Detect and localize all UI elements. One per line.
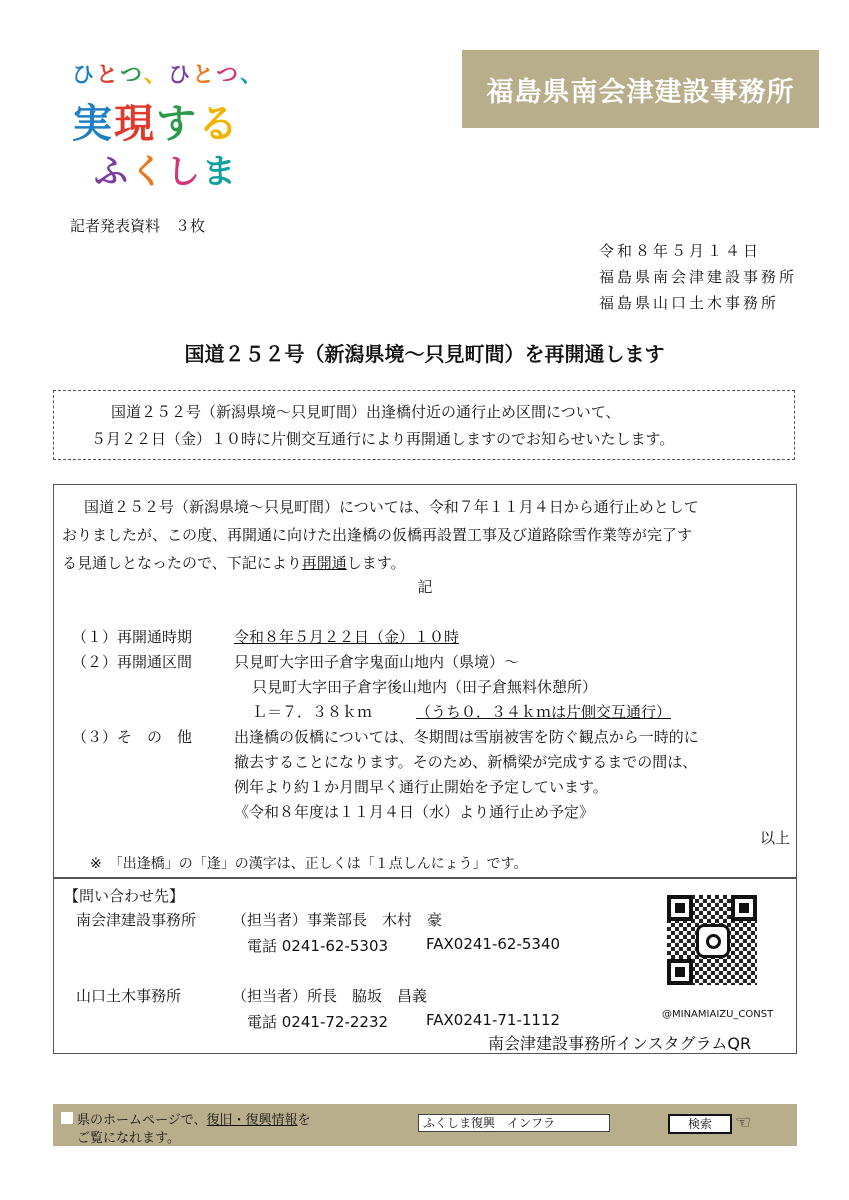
item-label: （２）再開通区間 xyxy=(72,653,193,671)
summary-box xyxy=(53,390,795,460)
item-label-spacer xyxy=(72,700,234,725)
logo-glyph: ひ xyxy=(72,63,95,88)
item-value: 出逢橋の仮橋については、冬期間は雪崩被害を防ぐ観点から一時的に xyxy=(234,728,699,746)
office-1-person: （担当者）事業部長 木村 豪 xyxy=(232,911,443,929)
item-reopen-section-cont xyxy=(72,675,699,700)
logo-line-2 xyxy=(72,100,272,148)
recovery-info-link[interactable]: 復旧・復興情報 xyxy=(206,1113,298,1128)
item-value: 只見町大字田子倉字鬼面山地内（県境）～ xyxy=(234,653,520,671)
item-other xyxy=(72,725,699,750)
office-1-fax: FAX0241-62-5340 xyxy=(426,935,561,953)
office-header xyxy=(462,50,819,128)
logo-glyph: ふ xyxy=(94,152,128,192)
intro-text xyxy=(62,493,790,577)
length-value: Ｌ＝７．３８ｋｍ xyxy=(252,703,373,721)
summary-line-2: ５月２２日（金）１０時に片側交互通行により再開通しますのでお知らせいたします。 xyxy=(91,430,675,448)
logo-glyph: る xyxy=(198,101,238,147)
office-2-name: 山口土木事務所 xyxy=(76,987,182,1005)
logo-line-3 xyxy=(72,148,272,196)
detail-items xyxy=(72,625,699,825)
logo-glyph: く xyxy=(130,152,164,192)
search-button[interactable]: 検索 xyxy=(668,1114,732,1134)
office-2-tel: 電話 0241-72-2232 xyxy=(247,1013,389,1031)
footer-text-1 xyxy=(77,1109,311,1128)
item-value: 只見町大字田子倉字後山地内（田子倉無料休憩所） xyxy=(252,678,598,696)
item-label: （３）そ の 他 xyxy=(72,728,193,746)
office-name: 福島県南会津建設事務所 xyxy=(486,76,795,108)
logo-glyph: と xyxy=(192,63,215,88)
item-reopen-section xyxy=(72,650,699,675)
issue-date: 令和８年５月１４日 xyxy=(598,242,761,260)
press-note: 記者発表資料 ３枚 xyxy=(70,217,206,235)
summary-line-1: 国道２５２号（新潟県境～只見町間）出逢橋付近の通行止め区間について、 xyxy=(111,403,621,421)
contact-header: 【問い合わせ先】 xyxy=(64,887,185,905)
kanji-note: ※ 「出逢橋」の「逢」の漢字は、正しくは「１点しんにょう」です。 xyxy=(90,856,528,872)
logo-glyph: 、 xyxy=(144,63,167,88)
ijo-label: 以上 xyxy=(759,829,790,847)
issuer-org-1: 福島県南会津建設事務所 xyxy=(598,268,797,286)
office-1-tel: 電話 0241-62-5303 xyxy=(247,937,389,955)
item-other-cont-2 xyxy=(72,775,699,800)
qr-finder-pattern xyxy=(667,895,693,921)
page-title: 国道２５２号（新潟県境～只見町間）を再開通します xyxy=(184,342,665,366)
logo-glyph: つ xyxy=(216,63,239,88)
logo-line-1 xyxy=(72,52,272,100)
logo-glyph: ひ xyxy=(168,63,191,88)
logo-glyph: 、 xyxy=(240,63,263,88)
footer-text-2: ご覧になれます。 xyxy=(77,1131,180,1146)
intro-line-3a: る見通しとなったので、下記により xyxy=(62,554,302,572)
logo-glyph: と xyxy=(96,63,119,88)
instagram-icon xyxy=(696,924,730,958)
issuer-org-2: 福島県山口土木事務所 xyxy=(598,294,779,312)
item-reopen-time xyxy=(72,625,699,650)
item-other-cont-3 xyxy=(72,800,699,825)
qr-caption: @MINAMIAIZU_CONST xyxy=(662,1009,774,1020)
item-section-length xyxy=(72,700,699,725)
logo-glyph: つ xyxy=(120,63,143,88)
item-value: 令和８年５月２２日（金）１０時 xyxy=(234,628,460,646)
reopen-underline: 再開通 xyxy=(301,554,347,572)
issuer-block xyxy=(599,238,797,316)
qr-finder-pattern xyxy=(667,959,693,985)
office-2-fax: FAX0241-71-1112 xyxy=(426,1011,561,1029)
footer-text-1a: 県のホームページで、 xyxy=(77,1113,207,1128)
contact-box xyxy=(53,878,797,1054)
logo-glyph: 現 xyxy=(114,101,154,147)
instagram-qr-code[interactable] xyxy=(667,895,757,985)
item-label: （１）再開通時期 xyxy=(72,628,193,646)
item-label-spacer xyxy=(72,675,234,700)
item-value: 《令和８年度は１１月４日（水）より通行止め予定》 xyxy=(234,803,595,821)
intro-line-3 xyxy=(62,549,790,577)
item-length-row xyxy=(234,700,671,725)
logo-glyph: す xyxy=(156,101,196,147)
pointing-hand-icon: ☜ xyxy=(735,1112,752,1133)
qr-finder-pattern xyxy=(731,895,757,921)
logo-glyph: ま xyxy=(202,152,236,192)
office-1-name: 南会津建設事務所 xyxy=(76,911,197,929)
intro-line-3b: します。 xyxy=(346,554,406,572)
item-value: 撤去することになります。そのため、新橋梁が完成するまでの間は、 xyxy=(234,753,698,771)
item-label-spacer xyxy=(72,800,234,825)
length-note: （うち０．３４ｋｍは片側交互通行） xyxy=(416,703,672,721)
ki-label: 記 xyxy=(417,578,433,596)
intro-line-2: おりましたが、この度、再開通に向けた出逢橋の仮橋再設置工事及び道路除雪作業等が完了す xyxy=(62,526,693,544)
logo xyxy=(72,52,272,200)
item-value: 例年より約１か月間早く通行止開始を予定しています。 xyxy=(234,778,608,796)
item-label-spacer xyxy=(72,775,234,800)
logo-glyph: し xyxy=(166,152,200,192)
footer-text-1b: を xyxy=(297,1113,311,1128)
intro-line-1: 国道２５２号（新潟県境～只見町間）については、令和７年１１月４日から通行止めとして xyxy=(84,498,699,516)
square-bullet-icon xyxy=(61,1112,73,1124)
office-2-person: （担当者）所長 脇坂 昌義 xyxy=(232,987,428,1005)
search-input[interactable]: ふくしま復興 インフラ xyxy=(418,1114,610,1132)
footer-banner xyxy=(53,1104,797,1146)
main-body-box xyxy=(53,484,797,878)
logo-glyph: 実 xyxy=(72,101,112,147)
qr-label: 南会津建設事務所インスタグラムQR xyxy=(488,1034,752,1053)
item-label-spacer xyxy=(72,750,234,775)
item-other-cont-1 xyxy=(72,750,699,775)
